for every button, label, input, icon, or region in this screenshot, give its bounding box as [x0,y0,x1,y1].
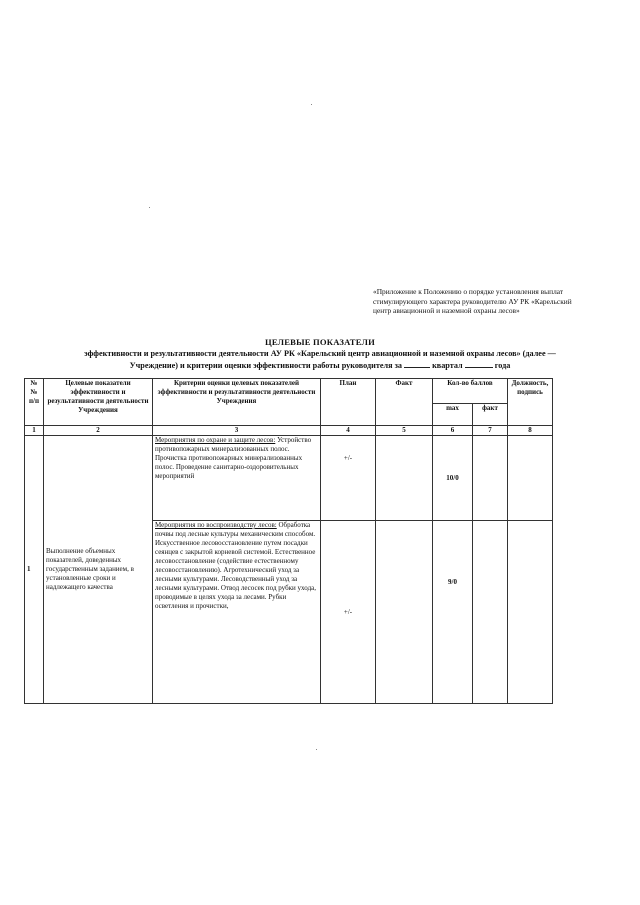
column-number: 3 [153,426,321,436]
header-points-fact: факт [473,404,508,426]
header-fact: Факт [376,379,433,426]
fact-cell[interactable] [376,521,433,704]
max-points-cell: 10/0 [433,436,473,521]
heading-line-2-prefix: Учреждение) и критерии оценки эффективности работы руководителя за [129,361,402,370]
heading-line-2 [20,359,620,371]
column-number: 8 [508,426,553,436]
table-row [25,436,553,521]
document-heading [20,337,620,371]
max-points-cell: 9/0 [433,521,473,704]
points-fact-cell[interactable] [473,521,508,704]
year-blank[interactable] [465,359,493,368]
header-plan: План [321,379,376,426]
indicator-cell: Выполнение объемных показателей, доведенных государственным заданием, в установленные сроки и надлежащего качества [44,436,153,704]
criteria-text: Обработка почвы под лесные культуры механическим способом. Искусственное лесовосстановление путем посадки сеянцев с закрытой корневой системой. Естественное лесовосстановление (содействие естественному лесовосстановлению). Агротехнический уход за лесными культурами. Лесоводственный уход за лесными культурами. Отвод лесосек под рубки ухода, проводимые в целях ухода за лесами. Рубки осветления и прочистки, [155,521,316,610]
plan-cell: +/- [321,436,376,521]
column-number: 6 [433,426,473,436]
column-number: 7 [473,426,508,436]
document-title: ЦЕЛЕВЫЕ ПОКАЗАТЕЛИ [264,337,376,347]
signature-cell[interactable] [508,436,553,521]
scan-speck [311,104,312,105]
criteria-title: Мероприятия по воспроизводству лесов: [155,521,277,529]
header-criteria: Критерии оценки целевых показателей эффективности и результативности деятельности Учреждения [153,379,321,426]
fact-cell[interactable] [376,436,433,521]
criteria-title: Мероприятия по охране и защите лесов: [155,436,276,444]
signature-cell[interactable] [508,521,553,704]
row-number: 1 [25,436,44,704]
appendix-note: «Приложение к Положению о порядке установления выплат стимулирующего характера руководителю АУ РК «Карельский центр авиационной и наземной охраны лесов» [373,287,572,316]
scan-speck [316,749,317,750]
indicators-table [24,378,553,704]
criteria-cell [153,521,321,704]
header-points-group: Кол-во баллов [433,379,508,404]
column-number: 5 [376,426,433,436]
header-indicator: Целевые показатели эффективности и результативности деятельности Учреждения [44,379,153,426]
plan-cell: +/- [321,521,376,704]
header-max: max [433,404,473,426]
heading-quarter-label: квартал [432,361,463,370]
criteria-text: Устройство противопожарных минерализованных полос. Прочистка противопожарных минерализованных полос. Проведение санитарно-оздоровительных мероприятий [155,436,312,480]
header-number: № № п/п [25,379,44,426]
period-blank[interactable] [404,359,430,368]
heading-year-label: года [494,361,511,370]
column-number: 1 [25,426,44,436]
header-signature: Должность, подпись [508,379,553,426]
scan-speck [149,207,150,208]
column-number: 4 [321,426,376,436]
heading-line-1: эффективности и результативности деятельности АУ РК «Карельский центр авиационной и наземной охраны лесов» (далее — [84,349,556,358]
criteria-cell [153,436,321,521]
points-fact-cell[interactable] [473,436,508,521]
column-number: 2 [44,426,153,436]
